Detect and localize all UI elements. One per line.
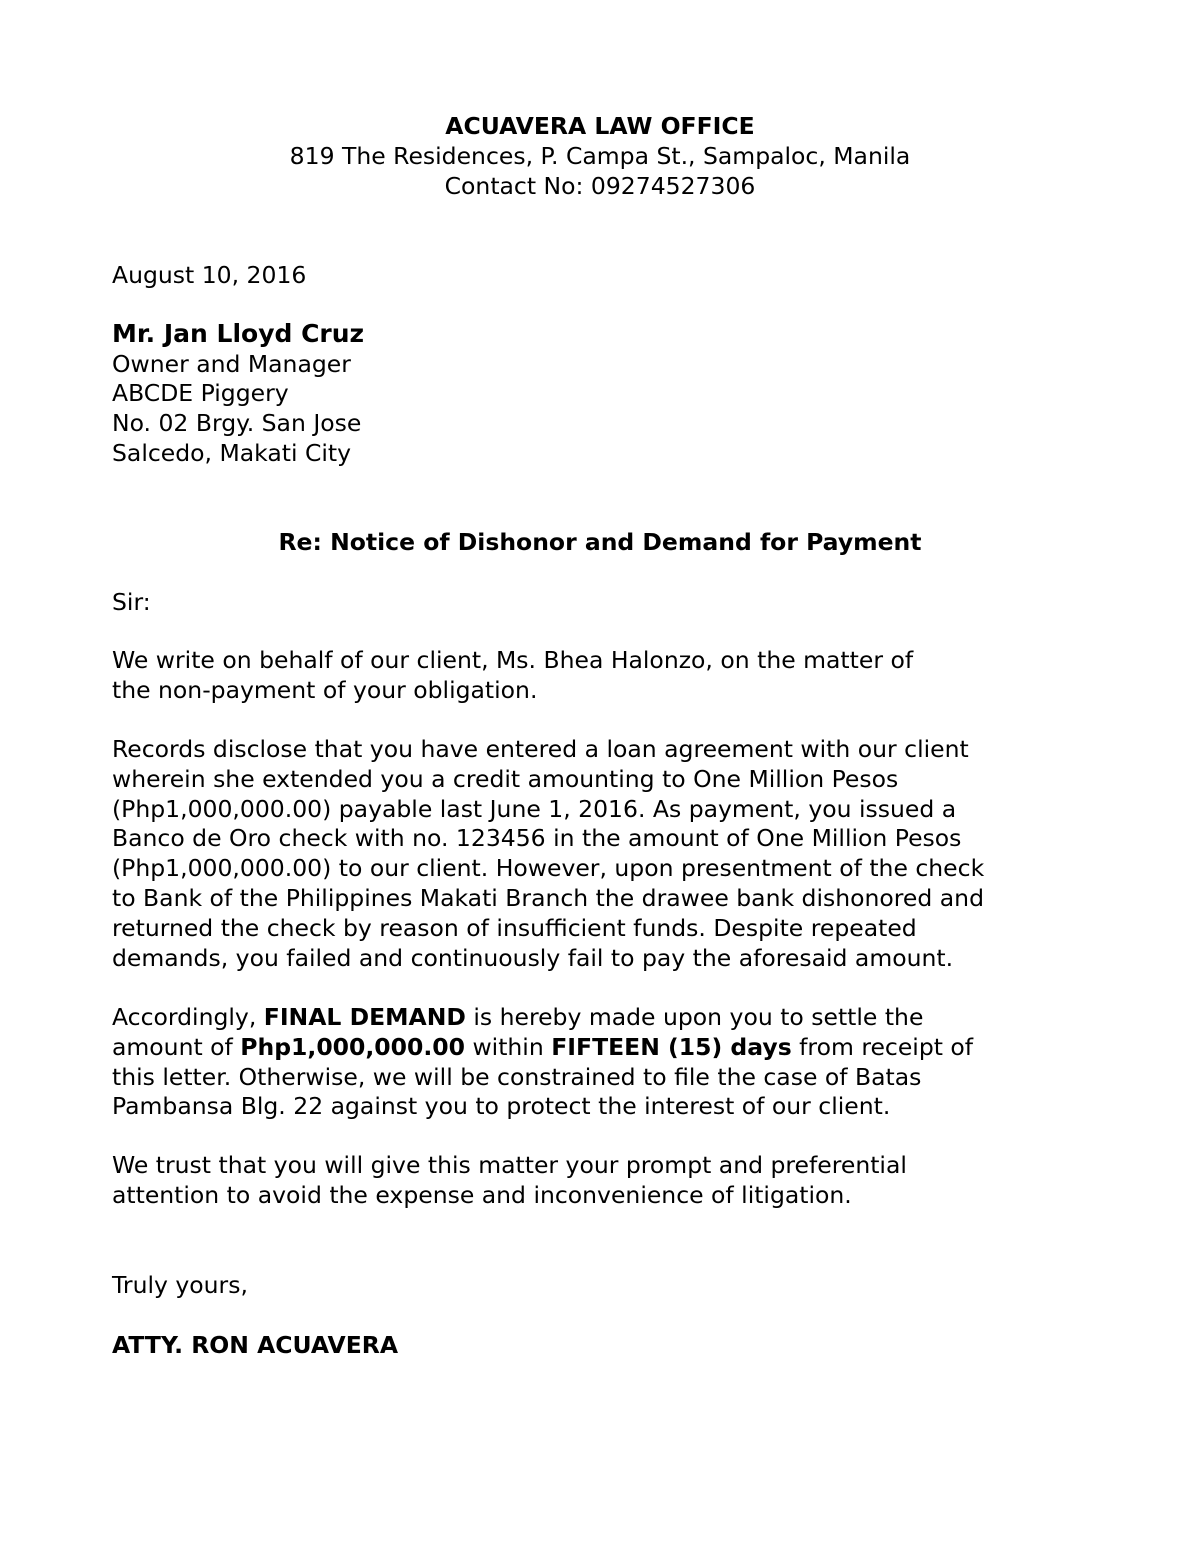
text-run: Accordingly,	[112, 1003, 264, 1031]
paragraph-line: attention to avoid the expense and inconvenience of litigation.	[112, 1180, 852, 1209]
closing: Truly yours,	[112, 1271, 248, 1299]
text-run: within	[464, 1032, 552, 1061]
paragraph-line: (Php1,000,000.00) to our client. However, upon presentment of the check	[112, 854, 985, 883]
paragraph-line: Records disclose that you have entered a loan agreement with our client	[112, 735, 969, 763]
paragraph-line: Banco de Oro check with no. 123456 in the amount of One Million Pesos	[112, 824, 962, 853]
paragraph-closing-request	[112, 1151, 907, 1211]
paragraph-line: demands, you failed and continuously fail to pay the aforesaid amount.	[112, 943, 954, 972]
paragraph-line: to Bank of the Philippines Makati Branch the drawee bank dishonored and	[112, 883, 984, 912]
paragraph-line: We trust that you will give this matter your prompt and preferential	[112, 1151, 907, 1179]
paragraph-line: wherein she extended you a credit amounting to One Million Pesos	[112, 764, 899, 793]
amount-emphasis: Php1,000,000.00	[240, 1032, 465, 1061]
recipient-company: ABCDE Piggery	[112, 379, 289, 407]
text-run: is hereby made upon you to settle the	[465, 1003, 924, 1031]
recipient-name: Mr. Jan Lloyd Cruz	[112, 319, 365, 348]
subject-line: Re: Notice of Dishonor and Demand for Payment	[278, 528, 922, 556]
recipient-address-line2: Salcedo, Makati City	[112, 439, 352, 467]
text-run: from receipt of	[791, 1032, 974, 1061]
text-run: amount of	[112, 1032, 241, 1061]
paragraph-line: Pambansa Blg. 22 against you to protect the interest of our client.	[112, 1092, 891, 1121]
recipient-address-line1: No. 02 Brgy. San Jose	[112, 409, 362, 437]
paragraph-final-demand	[112, 1003, 973, 1122]
paragraph-line	[112, 1003, 973, 1033]
paragraph-facts	[112, 735, 984, 973]
paragraph-client-intro	[112, 646, 913, 706]
paragraph-line: returned the check by reason of insufficient funds. Despite repeated	[112, 913, 917, 942]
paragraph-line	[112, 1033, 973, 1063]
deadline-emphasis: FIFTEEN (15) days	[551, 1032, 792, 1061]
paragraph-line: We write on behalf of our client, Ms. Bhea Halonzo, on the matter of	[112, 646, 914, 674]
paragraph-line: (Php1,000,000.00) payable last June 1, 2016. As payment, you issued a	[112, 794, 957, 823]
salutation: Sir:	[112, 588, 151, 616]
recipient-title: Owner and Manager	[112, 350, 351, 378]
paragraph-line: this letter. Otherwise, we will be constrained to file the case of Batas	[112, 1062, 922, 1091]
firm-name: ACUAVERA LAW OFFICE	[445, 112, 755, 140]
firm-address: 819 The Residences, P. Campa St., Sampaloc, Manila	[289, 142, 911, 170]
signatory-name: ATTY. RON ACUAVERA	[112, 1331, 399, 1359]
paragraph-line: the non-payment of your obligation.	[112, 675, 538, 704]
final-demand-emphasis: FINAL DEMAND	[263, 1003, 466, 1031]
firm-contact: Contact No: 09274527306	[444, 172, 756, 200]
letter-date: August 10, 2016	[112, 261, 307, 289]
